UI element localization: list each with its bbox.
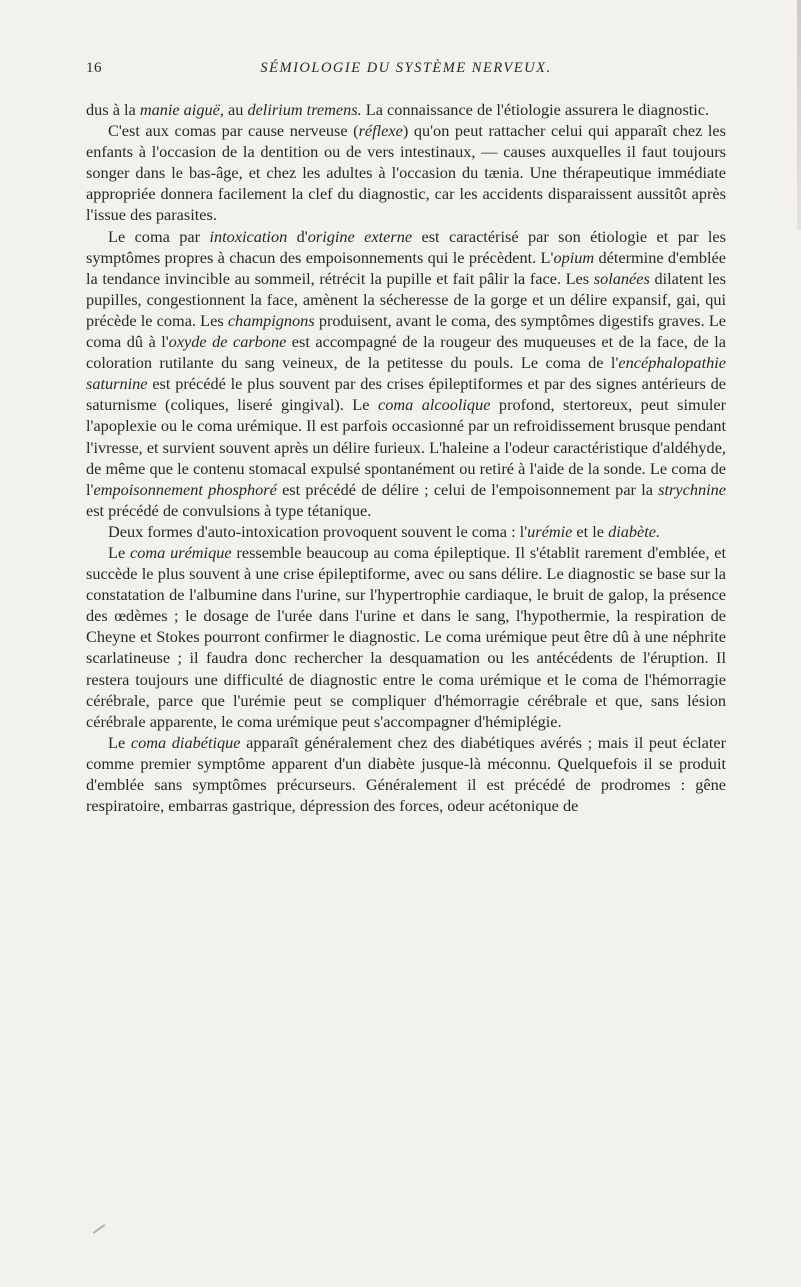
italic-term: empoisonnement phosphoré <box>93 479 277 499</box>
italic-term: encéphalopathie saturnine <box>86 353 726 394</box>
italic-term: urémie <box>527 521 573 541</box>
italic-term: réflexe <box>358 121 403 141</box>
italic-term: solanées <box>593 268 650 288</box>
italic-term: intoxication <box>209 226 288 246</box>
body-text <box>86 99 726 816</box>
text-run: profond, stertoreux, peut simuler l'apoplexie ou le coma urémique. Il est parfois occasionné par un refroidissement brusque pendant l'ivresse, et survient souvent après un délire furieux. L'haleine a l'odeur caractéristique d'aldéhyde, de même que le contenu stomacal expulsé spontanément ou retiré à l'aide de la sonde. Le coma de l' <box>86 395 727 499</box>
text-run: apparaît généralement chez des diabétiques avérés ; mais il peut éclater comme premier symptôme apparent d'un diabète jusque-là méconnu. Quelquefois il se produit d'emblée sans symptômes précurseurs. Généralement il est précédé de prodromes : gêne respiratoire, embarras gastrique, dépression des forces, odeur acétonique de <box>86 732 726 816</box>
text-run: Le <box>108 542 130 562</box>
text-run: au <box>223 100 248 119</box>
paragraph <box>86 99 726 120</box>
text-run: dus à la <box>86 100 140 119</box>
page-header <box>86 60 726 84</box>
page-number: 16 <box>86 60 102 76</box>
text-run: est précédé de délire ; celui de l'empoisonnement par la <box>276 479 659 499</box>
italic-term: strychnine <box>658 479 726 499</box>
text-run: d' <box>287 226 308 246</box>
text-run: La connaissance de l'étiologie assurera le diagnostic. <box>361 100 710 119</box>
ink-mark <box>93 1224 106 1234</box>
italic-term: delirium tremens. <box>247 100 362 119</box>
text-run: détermine d'emblée la tendance invincible au sommeil, rétrécit la pupille et fait pâlir la face. Les <box>86 247 726 288</box>
italic-term: opium <box>553 247 595 267</box>
italic-term: diabète. <box>608 521 661 541</box>
italic-term: coma urémique <box>130 542 232 562</box>
text-run: produisent, avant le coma, des symptômes digestifs graves. Le coma dû à l' <box>86 310 726 352</box>
paragraph <box>86 120 726 225</box>
text-run: dilatent les pupilles, congestionnent la face, amènent la sécheresse de la gorge et un délire expansif, gai, qui précède le coma. Les <box>86 268 726 330</box>
italic-term: origine externe <box>307 226 413 246</box>
text-run: Le <box>108 732 131 752</box>
text-run: ) qu'on peut rattacher celui qui apparaît chez les enfants à l'occasion de la dentition ou de vers intestinaux, — causes auxquelles il faut toujours songer dans le bas-âge, et chez les adultes à l'occasion du tænia. Une thérapeutique immédiate appropriée donnera facilement la clef du diagnostic, car les accidents disparaissent aussitôt après l'issue des parasites. <box>86 121 726 225</box>
italic-term: champignons <box>227 310 315 330</box>
text-run: est accompagné de la rougeur des muqueuses et de la face, de la coloration rutilante du sang veineux, de la petitesse du pouls. Le coma de l' <box>86 332 726 373</box>
text-run: et le <box>572 521 609 541</box>
text-run: Le coma par <box>108 226 210 246</box>
italic-term: coma alcoolique <box>377 395 491 415</box>
paragraph <box>86 521 726 542</box>
paragraph <box>86 226 726 521</box>
running-head: SÉMIOLOGIE DU SYSTÈME NERVEUX. <box>260 60 552 76</box>
italic-term: coma diabétique <box>130 732 241 752</box>
text-run: C'est aux comas par cause nerveuse ( <box>108 121 359 141</box>
paragraph <box>86 542 726 732</box>
text-run: est caractérisé par son étiologie et par les symptômes propres à chacun des empoisonnements qui le précèdent. L' <box>86 226 726 267</box>
page-edge-shadow <box>797 0 801 230</box>
text-run: Deux formes d'auto-intoxication provoquent souvent le coma : l' <box>108 521 528 541</box>
italic-term: oxyde de carbone <box>168 332 287 352</box>
text-run: ressemble beaucoup au coma épileptique. Il s'établit rarement d'emblée, et succède le plus souvent à une crise épileptiforme, avec ou sans délire. Le diagnostic se base sur la constatation de l'albumine dans l'urine, sur l'hypertrophie cardiaque, le bruit de galop, la présence des œdèmes ; le dosage de l'urée dans l'urine et dans le sang, l'hypothermie, la respiration de Cheyne et Stokes pourront confirmer le diagnostic. Le coma urémique peut être dû à une néphrite scarlatineuse ; il faudra donc rechercher la desquamation ou les antécédents de l'éruption. Il restera toujours une difficulté de diagnostic entre le coma urémique et le coma de l'hémorragie cérébrale, parce que l'urémie peut se compliquer d'hémorragie cérébrale et que, sans lésion cérébrale apparente, le coma urémique peut s'accompagner d'hémiplégie. <box>86 542 727 731</box>
text-run: est précédé le plus souvent par des crises épileptiformes et par des signes antérieurs de saturnisme (coliques, liseré gingival). Le <box>86 374 726 415</box>
paragraph <box>86 732 726 816</box>
text-run: est précédé de convulsions à type tétanique. <box>86 500 372 520</box>
italic-term: manie aiguë, <box>139 100 224 119</box>
